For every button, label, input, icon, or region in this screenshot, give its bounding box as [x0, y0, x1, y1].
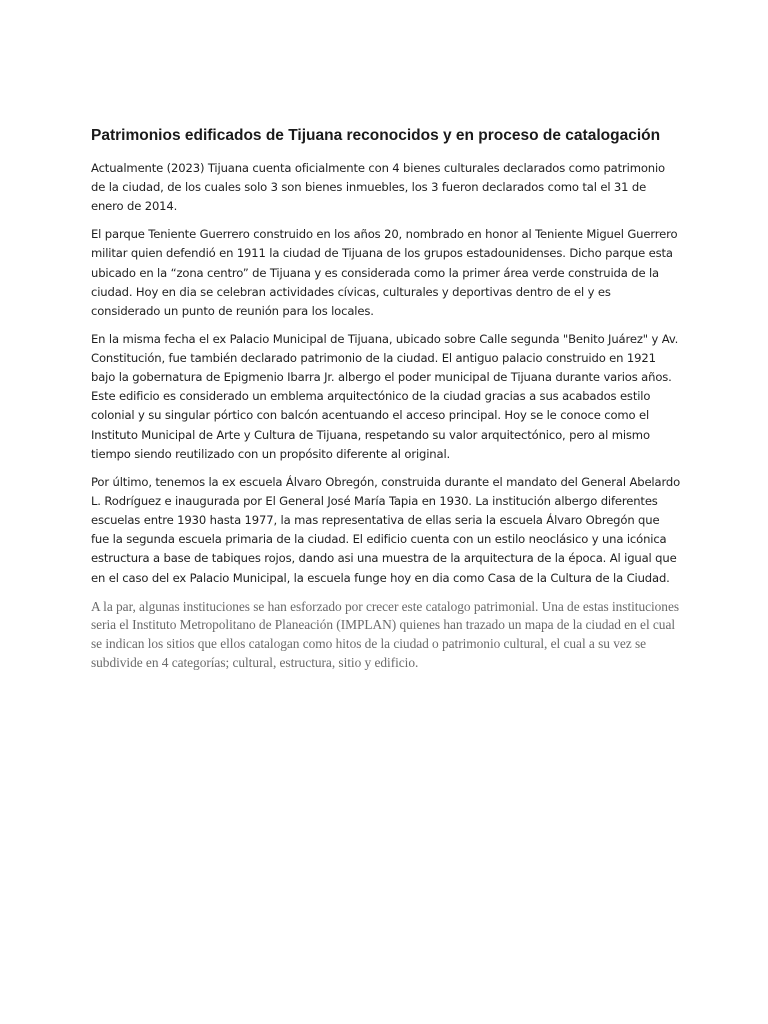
paragraph-intro: Actualmente (2023) Tijuana cuenta oficialmente con 4 bienes culturales declarados como patrimonio de la ciudad, de los cuales solo 3 son bienes inmuebles, los 3 fueron declarados como tal el 31 de enero de 2014.	[91, 161, 665, 214]
document-body	[91, 124, 681, 681]
document-title: Patrimonios edificados de Tijuana reconocidos y en proceso de catalogación	[91, 127, 661, 144]
paragraph-implan: A la par, algunas instituciones se han esforzado por crecer este catalogo patrimonial. Una de estas instituciones seria el Instituto Metropolitano de Planeación (IMPLAN) quienes han trazado un mapa de la ciudad en el cual se indican los sitios que ellos catalogan como hitos de la ciudad o patrimonio cultural, el cual a su vez se subdivide en 4 categorías; cultural, estructura, sitio y edificio.	[91, 598, 680, 670]
paragraph-parque-teniente-guerrero: El parque Teniente Guerrero construido en los años 20, nombrado en honor al Teniente Miguel Guerrero militar quien defendió en 1911 la ciudad de Tijuana de los grupos estadounidenses. Dicho parque esta ubicado en la “zona centro” de Tijuana y es considerada como la primer área verde construida de la ciudad. Hoy en dia se celebran actividades cívicas, culturales y deportivas dentro de el y es considerado un punto de reunión para los locales.	[91, 227, 678, 318]
paragraph-ex-escuela-alvaro-obregon: Por último, tenemos la ex escuela Álvaro Obregón, construida durante el mandato del General Abelardo L. Rodríguez e inaugurada por El General José María Tapia en 1930. La institución albergo diferentes escuelas entre 1930 hasta 1977, la mas representativa de ellas seria la escuela Álvaro Obregón que fue la segunda escuela primaria de la ciudad. El edificio cuenta con un estilo neoclásico y una icónica estructura a base de tabiques rojos, dando asi una muestra de la arquitectura de la época. Al igual que en el caso del ex Palacio Municipal, la escuela funge hoy en dia como Casa de la Cultura de la Ciudad.	[91, 474, 681, 585]
paragraph-ex-palacio-municipal: En la misma fecha el ex Palacio Municipal de Tijuana, ubicado sobre Calle segunda "Benito Juárez" y Av. Constitución, fue también declarado patrimonio de la ciudad. El antiguo palacio construido en 1921 bajo la gobernatura de Epigmenio Ibarra Jr. albergo el poder municipal de Tijuana durante varios años. Este edificio es considerado un emblema arquitectónico de la ciudad gracias a sus acabados estilo colonial y su singular pórtico con balcón acentuando el acceso principal. Hoy se le conoce como el Instituto Municipal de Arte y Cultura de Tijuana, respetando su valor arquitectónico, pero al mismo tiempo siendo reutilizado con un propósito diferente al original.	[91, 331, 679, 461]
